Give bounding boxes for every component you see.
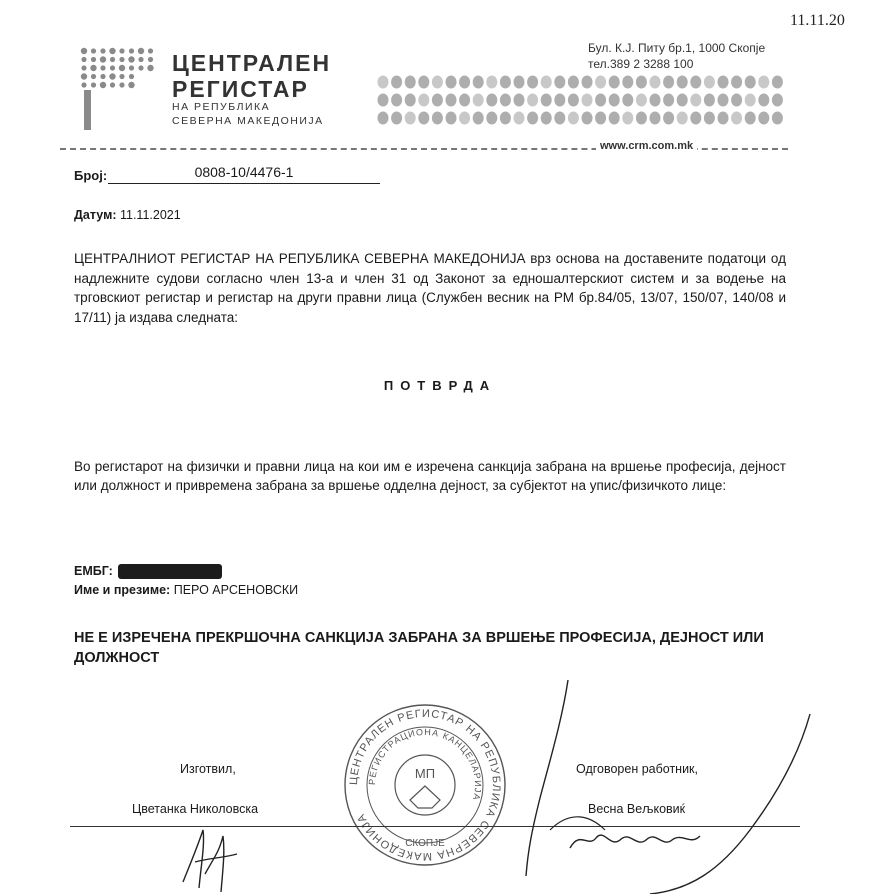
pattern-dot [554, 112, 565, 125]
pattern-dot [704, 94, 715, 107]
pattern-dot [514, 112, 525, 125]
pattern-dot [486, 94, 497, 107]
document-heading: ПОТВРДА [383, 378, 497, 393]
pattern-dot [772, 76, 783, 89]
name-row [74, 583, 298, 597]
pattern-dot [704, 112, 715, 125]
logo-dot [119, 65, 125, 71]
pattern-dot [677, 94, 688, 107]
pattern-dot [663, 94, 674, 107]
pattern-dot [595, 94, 606, 107]
registry-logo-icon [78, 46, 162, 136]
prepared-by-name: Цветанка Николовска [132, 802, 259, 816]
logo-sub-line1: НА РЕПУБЛИКА [172, 101, 271, 113]
embg-redaction [118, 564, 222, 579]
pattern-dot [446, 94, 457, 107]
pattern-dot [527, 112, 538, 125]
responsible-label: Одговорен работник, [576, 762, 699, 776]
pattern-dot [500, 112, 511, 125]
pattern-dot [758, 112, 769, 125]
pattern-dot [663, 112, 674, 125]
pattern-dot [405, 112, 416, 125]
logo-dot [119, 48, 124, 53]
pattern-dot [609, 76, 620, 89]
verdict-statement: НЕ Е ИЗРЕЧЕНА ПРЕКРШОЧНА САНКЦИЈА ЗАБРАНА ЗА ВРШЕЊЕ ПРОФЕСИЈА, ДЕЈНОСТ ИЛИ ДОЛЖНОСТ [74, 630, 764, 666]
seal-inner-text: РЕГИСТРАЦИОНА КАНЦЕЛАРИЈА [366, 726, 484, 802]
pattern-dot [582, 112, 593, 125]
number-label: Број: [74, 168, 108, 183]
logo-sub-line2: СЕВЕРНА МАКЕДОНИЈА [172, 115, 324, 127]
pattern-dot [636, 94, 647, 107]
pattern-dot [541, 76, 552, 89]
logo-dot [100, 48, 105, 53]
pattern-dot [677, 112, 688, 125]
website-text: www.crm.com.mk [596, 140, 697, 152]
seal-city-text: СКОПЈЕ [405, 838, 445, 849]
pattern-dot [446, 76, 457, 89]
pattern-dot [636, 112, 647, 125]
logo-dot [128, 82, 134, 88]
logo-dot [119, 82, 124, 87]
document-date [74, 208, 181, 222]
pattern-dot [758, 76, 769, 89]
logo-dot [109, 73, 115, 79]
pattern-dot [432, 76, 443, 89]
pattern-dot [718, 76, 729, 89]
responsible-name: Весна Вељковиќ [588, 802, 686, 816]
body-paragraph: Во регистарот на физички и правни лица на кои им е изречена санкција забрана на вршење професија, дејност или должност и привремена забрана за вршење одделна дејност, за субјектот на упис/физичкото лице: [74, 459, 786, 493]
logo-dot [91, 74, 96, 79]
pattern-dot [459, 112, 470, 125]
pattern-dot [582, 76, 593, 89]
pattern-dot [745, 94, 756, 107]
pattern-dot [418, 76, 429, 89]
pattern-dot [568, 112, 579, 125]
pattern-dot [500, 76, 511, 89]
pattern-dot [378, 76, 389, 89]
pattern-dot [663, 76, 674, 89]
pattern-dot [568, 76, 579, 89]
logo-title-line2: РЕГИСТАР [172, 76, 309, 102]
pattern-dot [609, 94, 620, 107]
contact-pattern-decoration [375, 74, 795, 144]
logo-dot [119, 74, 124, 79]
pattern-dot [772, 112, 783, 125]
pattern-dot [622, 112, 633, 125]
logo-dot [138, 48, 144, 54]
seal-center-text: МП [414, 766, 436, 781]
logo-dot [109, 48, 115, 54]
logo-dot [110, 82, 115, 87]
pattern-dot [378, 94, 389, 107]
pattern-dot [473, 112, 484, 125]
pattern-dot [378, 112, 389, 125]
pattern-dot [731, 112, 742, 125]
intro-paragraph: ЦЕНТРАЛНИОТ РЕГИСТАР НА РЕПУБЛИКА СЕВЕРНА МАКЕДОНИЈА врз основа на доставените податоци од надлежните судови согласно член 13-а и член 31 од Законот за еднoшалтерскиот систем и за водење на трговскиот регистар и регистар на други правни лица (Службен весник на РМ бр.84/05, 13/07, 150/07, 140/08 и 17/11) ја издава следната: [74, 251, 786, 325]
official-seal-icon [340, 700, 510, 870]
logo-subtitle [172, 100, 324, 128]
pattern-dot [745, 112, 756, 125]
phone-line: тел.389 2 3288 100 [588, 57, 694, 71]
logo-dot [91, 82, 96, 87]
pattern-dot [609, 112, 620, 125]
pattern-dot [405, 94, 416, 107]
pattern-dot [718, 94, 729, 107]
logo-dot [148, 57, 153, 62]
pattern-dot [595, 112, 606, 125]
pattern-dot [690, 76, 701, 89]
pattern-dot [636, 76, 647, 89]
logo-dot [100, 82, 106, 88]
logo-dot [81, 48, 87, 54]
pattern-dot [391, 94, 402, 107]
name-value: ПЕРО АРСЕНОВСКИ [173, 583, 299, 597]
pattern-dot [554, 76, 565, 89]
logo-dot [81, 82, 86, 87]
logo-dot [147, 65, 153, 71]
pattern-dot [541, 94, 552, 107]
pattern-dot [677, 76, 688, 89]
registry-address [588, 40, 765, 72]
pattern-dot [500, 94, 511, 107]
seal-outer-text: ЦЕНТРАЛЕН РЕГИСТАР НА РЕПУБЛИКА СЕВЕРНА МАКЕДОНИЈА [347, 707, 503, 863]
date-stamp: 11.11.20 [790, 12, 845, 29]
logo-dot [100, 65, 105, 70]
pattern-dot [418, 94, 429, 107]
pattern-dot [527, 94, 538, 107]
pattern-dot [582, 94, 593, 107]
pattern-dot [595, 76, 606, 89]
logo-dot [128, 56, 134, 62]
pattern-dot [650, 112, 661, 125]
pattern-dot [391, 76, 402, 89]
pattern-dot [391, 112, 402, 125]
logo-dot [100, 74, 105, 79]
logo-dot [138, 65, 143, 70]
pattern-dot [459, 94, 470, 107]
logo-dot [129, 48, 134, 53]
logo-dot [91, 48, 96, 53]
logo-dot [129, 65, 134, 70]
logo-dot [148, 48, 153, 53]
pattern-dot [758, 94, 769, 107]
pattern-dot [486, 76, 497, 89]
pattern-dot [432, 112, 443, 125]
pattern-dot [622, 76, 633, 89]
pattern-dot [622, 94, 633, 107]
logo-dot [138, 57, 143, 62]
pattern-dot [527, 76, 538, 89]
pattern-dot [731, 76, 742, 89]
pattern-dot [731, 94, 742, 107]
logo-dot [81, 57, 86, 62]
pattern-dot [772, 94, 783, 107]
pattern-dot [473, 76, 484, 89]
pattern-dot [745, 76, 756, 89]
logo-dot [90, 65, 96, 71]
pattern-dot [690, 112, 701, 125]
pattern-dot [473, 94, 484, 107]
logo-dot [100, 56, 106, 62]
pattern-dot [650, 94, 661, 107]
pattern-dot [418, 112, 429, 125]
document-number: 0808-10/4476-1 [108, 164, 380, 184]
date-label: Датум: [74, 208, 117, 222]
pattern-dot [718, 112, 729, 125]
pattern-dot [514, 76, 525, 89]
pattern-dot [514, 94, 525, 107]
logo-dot [81, 65, 86, 70]
logo-title [172, 50, 331, 102]
logo-dot [119, 57, 124, 62]
logo-dot [81, 73, 87, 79]
pattern-dot [690, 94, 701, 107]
prepared-by-label: Изготвил, [180, 762, 236, 776]
pattern-dot [432, 94, 443, 107]
name-label: Име и презиме: [74, 583, 171, 597]
date-value: 11.11.2021 [119, 208, 181, 222]
pattern-dot [650, 76, 661, 89]
prepared-signature-icon [175, 822, 255, 896]
logo-title-line1: ЦЕНТРАЛЕН [172, 50, 332, 76]
pattern-dot [459, 76, 470, 89]
logo-dot [129, 74, 134, 79]
svg-text:РЕГИСТРАЦИОНА КАНЦЕЛАРИЈА [367, 727, 483, 802]
logo-dot [110, 65, 115, 70]
pattern-dot [486, 112, 497, 125]
logo-dot [110, 57, 115, 62]
pattern-dot [541, 112, 552, 125]
address-line: Бул. К.Ј. Питу бр.1, 1000 Скопје [588, 41, 766, 55]
logo-dot [91, 57, 96, 62]
pattern-dot [405, 76, 416, 89]
pattern-dot [568, 94, 579, 107]
pattern-dot [704, 76, 715, 89]
responsible-signature-icon [510, 680, 840, 894]
pattern-dot [554, 94, 565, 107]
embg-label: ЕМБГ: [74, 564, 113, 578]
pattern-dot [446, 112, 457, 125]
